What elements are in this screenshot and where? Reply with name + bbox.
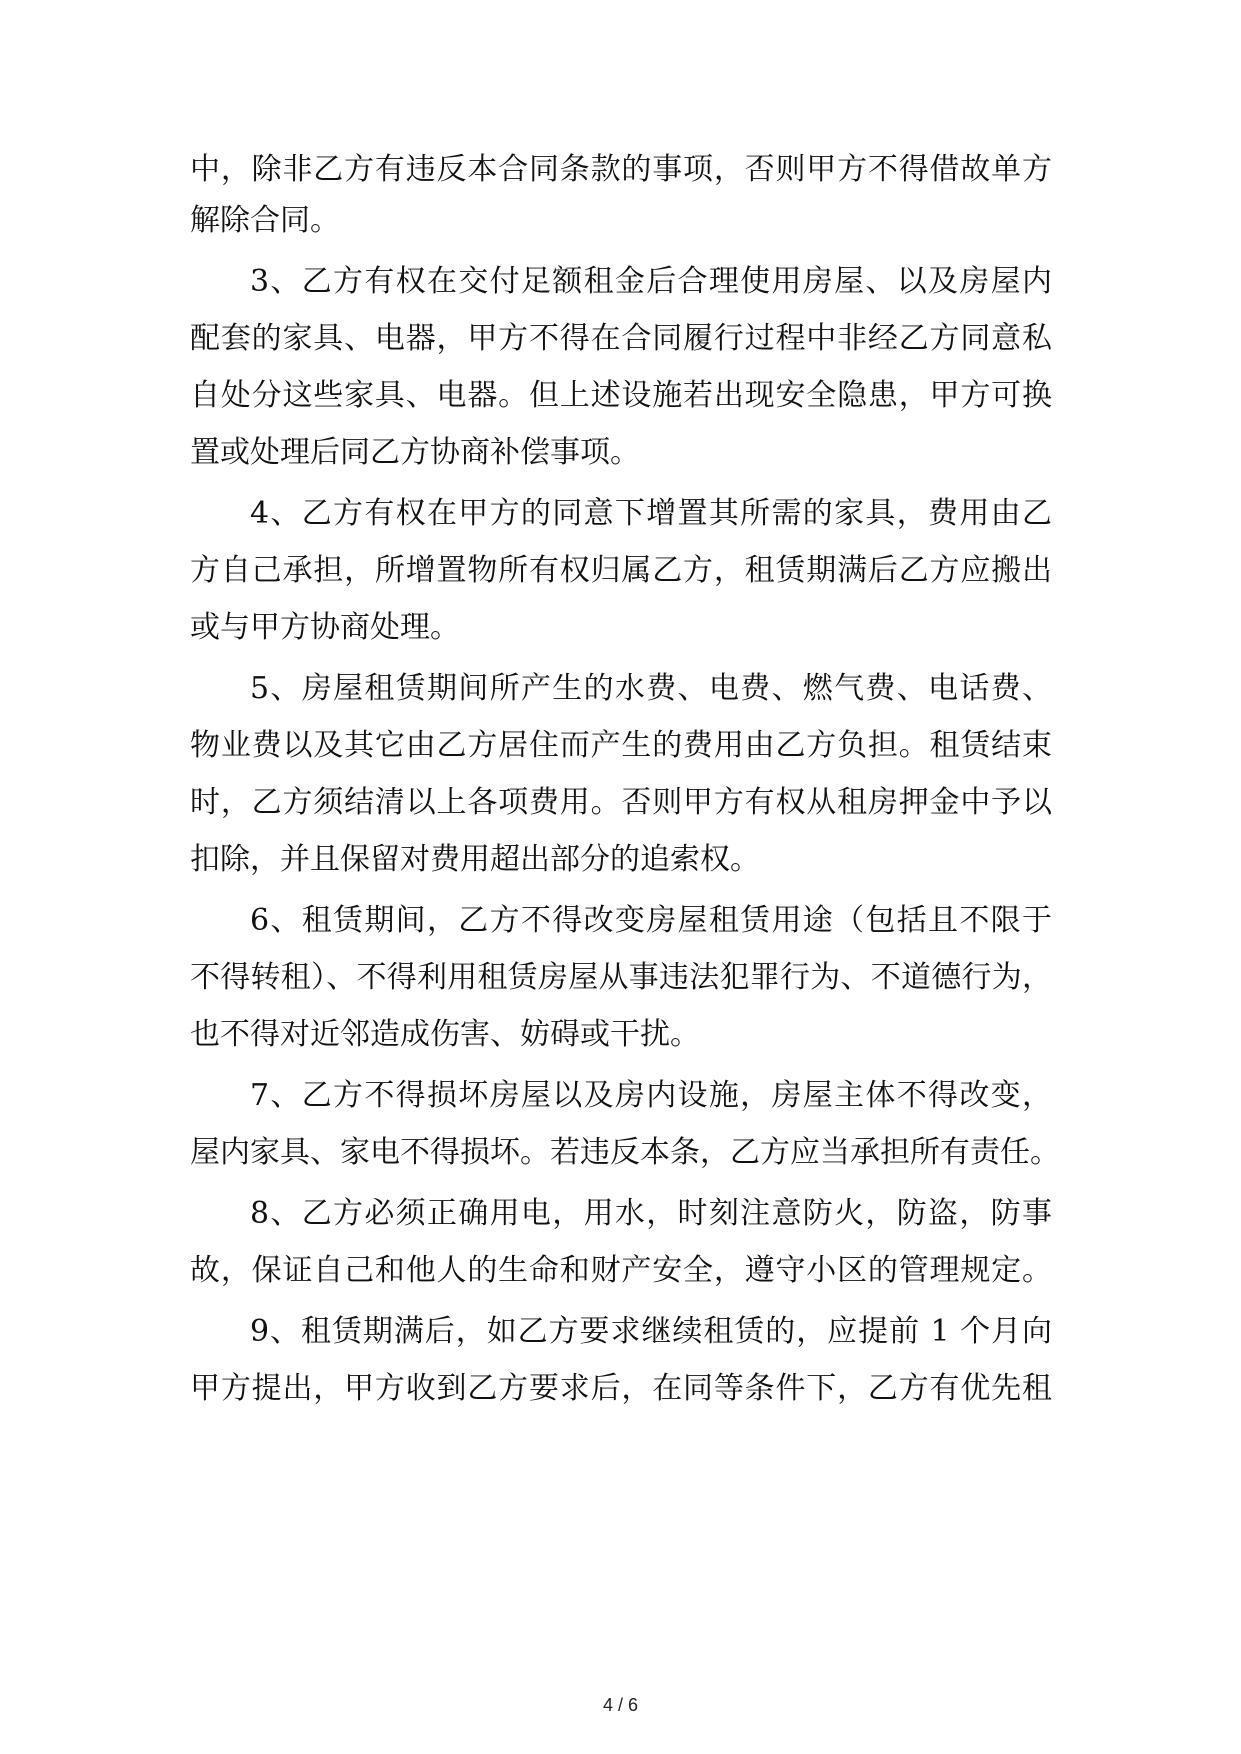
text-line: 解除合同。 <box>190 203 340 238</box>
text-line: 扣除，并且保留对费用超出部分的追索权。 <box>190 842 760 877</box>
clause-9-line: 9、租赁期满后，如乙方要求继续租赁的，应提前 1 个月向 <box>250 1314 1052 1349</box>
clause-7-line: 7、乙方不得损坏房屋以及房内设施，房屋主体不得改变， <box>250 1078 1052 1113</box>
text-line: 物业费以及其它由乙方居住而产生的费用由乙方负担。租赁结束 <box>190 728 1052 763</box>
text-line: 或与甲方协商处理。 <box>190 610 460 645</box>
text-line: 甲方提出，甲方收到乙方要求后，在同等条件下，乙方有优先租 <box>190 1371 1052 1406</box>
text-line: 方自己承担，所增置物所有权归属乙方，租赁期满后乙方应搬出 <box>190 553 1052 588</box>
page-number: 4 / 6 <box>602 1695 639 1715</box>
clause-5-line: 5、房屋租赁期间所产生的水费、电费、燃气费、电话费、 <box>250 671 1052 706</box>
text-line: 中，除非乙方有违反本合同条款的事项，否则甲方不得借故单方 <box>190 152 1052 187</box>
clause-4-line: 4、乙方有权在甲方的同意下增置其所需的家具，费用由乙 <box>250 496 1052 531</box>
text-line: 屋内家具、家电不得损坏。若违反本条，乙方应当承担所有责任。 <box>190 1135 1060 1170</box>
clause-8-line: 8、乙方必须正确用电，用水，时刻注意防火，防盗，防事 <box>250 1196 1052 1231</box>
text-line: 不得转租）、不得利用租赁房屋从事违法犯罪行为、不道德行为， <box>190 960 1052 995</box>
text-line: 置或处理后同乙方协商补偿事项。 <box>190 435 640 470</box>
text-line: 也不得对近邻造成伤害、妨碍或干扰。 <box>190 1017 700 1052</box>
text-line: 故，保证自己和他人的生命和财产安全，遵守小区的管理规定。 <box>190 1253 1052 1288</box>
clause-6-line: 6、租赁期间，乙方不得改变房屋租赁用途（包括且不限于 <box>250 903 1052 938</box>
text-line: 配套的家具、电器，甲方不得在合同履行过程中非经乙方同意私 <box>190 321 1052 356</box>
text-line: 自处分这些家具、电器。但上述设施若出现安全隐患，甲方可换 <box>190 378 1052 413</box>
text-line: 时，乙方须结清以上各项费用。否则甲方有权从租房押金中予以 <box>190 785 1052 820</box>
clause-3-line: 3、乙方有权在交付足额租金后合理使用房屋、以及房屋内 <box>250 264 1052 299</box>
